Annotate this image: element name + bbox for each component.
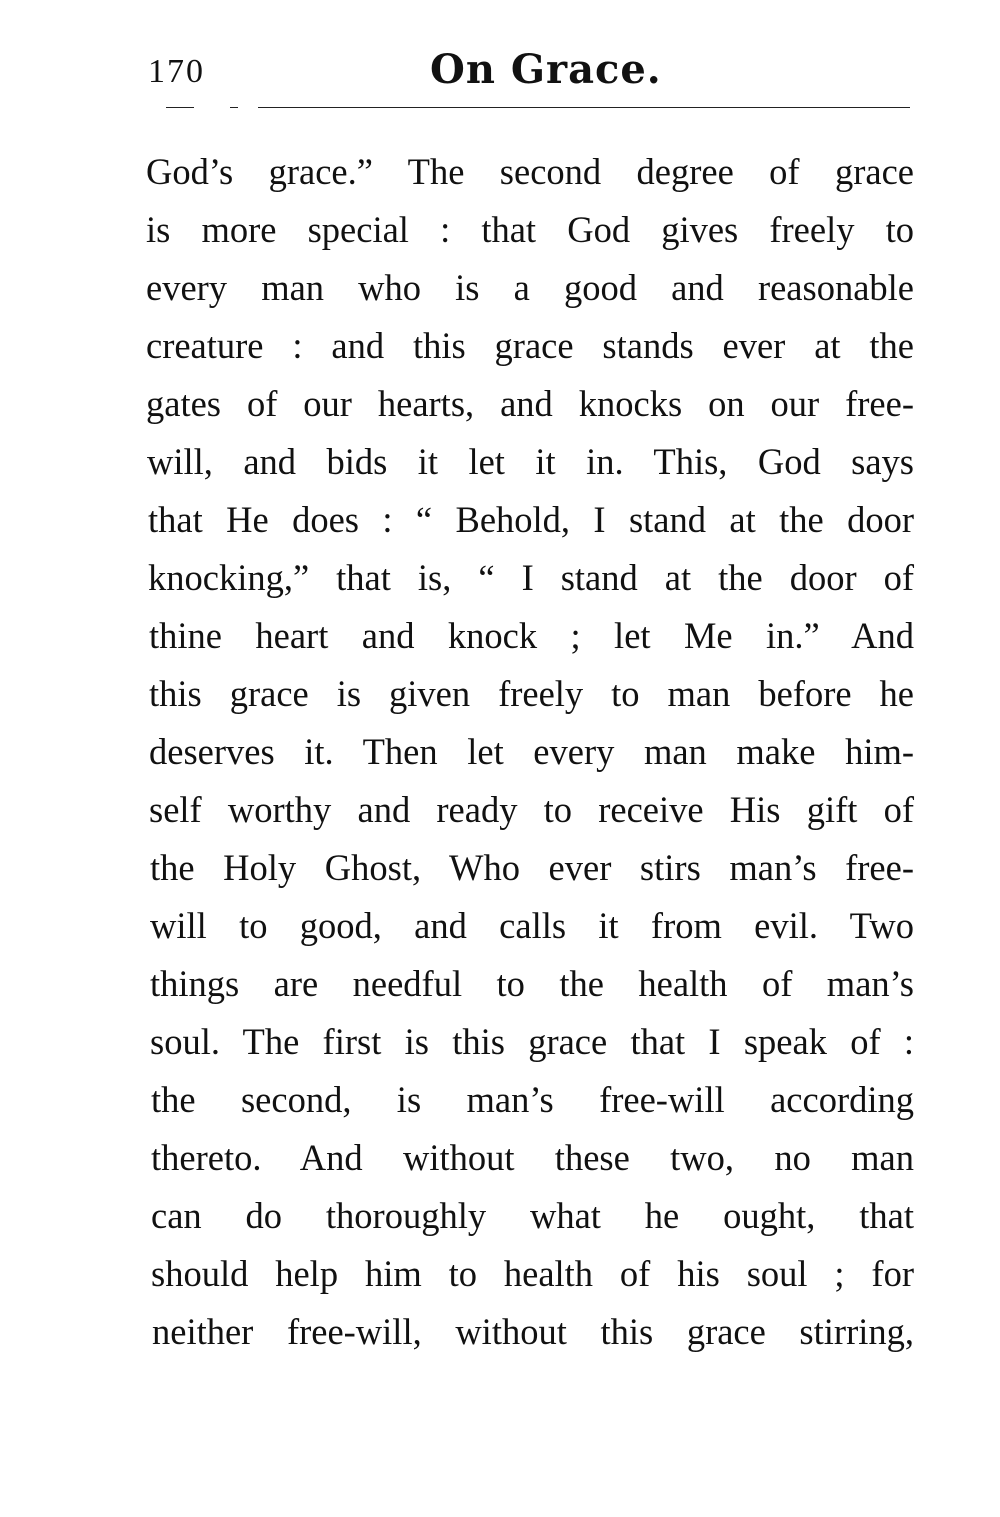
text-line: thereto. And without these two, no man [151,1137,914,1178]
header-rule [258,107,910,108]
text-line: knocking,” that is, “ I stand at the door of [148,557,914,598]
page-number: 170 [148,53,205,90]
text-line: the second, is man’s free-will according [151,1079,914,1120]
text-line: creature : and this grace stands ever at the [146,325,914,366]
text-line: self worthy and ready to receive His gift of [149,789,914,830]
text-line: neither free-will, without this grace stirring, [152,1311,914,1352]
text-line: should help him to health of his soul ; for [151,1253,914,1294]
running-title: On Grace. [430,46,662,93]
text-line: will to good, and calls it from evil. Two [150,905,914,946]
text-line: soul. The first is this grace that I speak of : [150,1021,914,1062]
body-text [146,148,914,1366]
text-line: the Holy Ghost, Who ever stirs man’s free- [150,847,914,888]
text-line: deserves it. Then let every man make him- [149,731,914,772]
text-line: that He does : “ Behold, I stand at the door [148,499,914,540]
text-line: this grace is given freely to man before he [149,673,914,714]
header-rule-segment [166,107,194,108]
text-line: gates of our hearts, and knocks on our free- [146,383,914,424]
text-line: will, and bids it let it in. This, God says [147,441,914,482]
text-line: can do thoroughly what he ought, that [151,1195,914,1236]
text-line: things are needful to the health of man’s [150,963,914,1004]
text-line: thine heart and knock ; let Me in.” And [149,615,914,656]
text-line: God’s grace.” The second degree of grace [146,151,914,192]
header-rule-segment [230,107,238,108]
page-header [0,0,1000,120]
text-line: every man who is a good and reasonable [146,267,914,308]
text-line: is more special : that God gives freely to [146,209,914,250]
